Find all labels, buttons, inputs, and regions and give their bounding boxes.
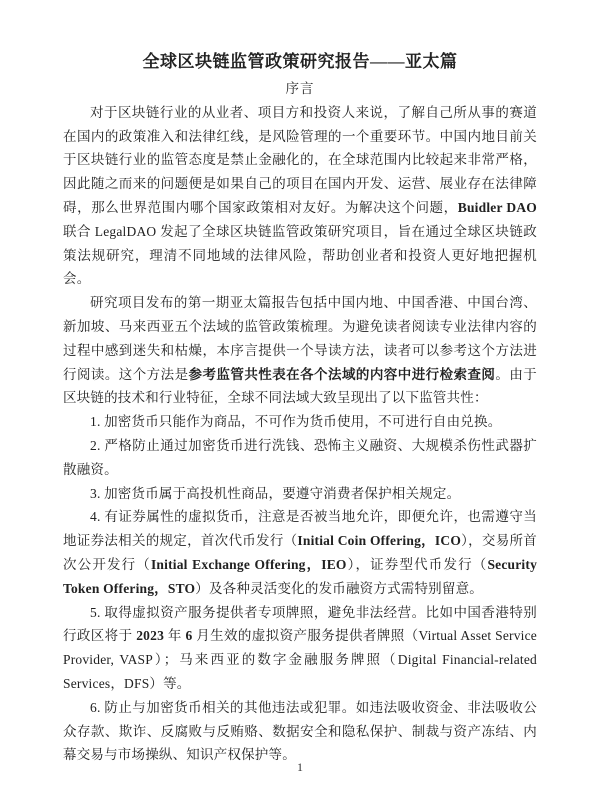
- list-item-1: [63, 410, 537, 434]
- paragraph-reading-guide: [63, 291, 537, 410]
- page-number: 1: [297, 760, 303, 774]
- section-heading-preface: 序言: [285, 81, 315, 96]
- bold-keyword-reading-method: 参考监管共性表在各个法域的内容中进行检索查阅: [188, 366, 496, 382]
- text-segment: 6. 防止与加密货币相关的其他违法或犯罪。如违法吸收资金、非法吸收公众存款、欺诈、反腐败与反贿赂、数据安全和隐私保护、制裁与资产冻结、内幕交易与市场操纵、知识产权保护等。: [63, 699, 537, 763]
- bold-keyword-ico: Initial Coin Offering，ICO: [297, 533, 462, 549]
- list-item-6: [63, 696, 537, 767]
- paragraph-intro: [63, 101, 537, 291]
- text-segment: ），交易所首次公开发行（: [63, 533, 537, 572]
- text-segment: 研究项目发布的第一期亚太篇报告包括中国内地、中国香港、中国台湾、新加坡、马来西亚五个法域的监管政策梳理。为避免读者阅读专业法律内容的过程中感到迷失和枯燥，本序言提供一个导读方法，读者可以参考这个方法进行阅读。这个方法是: [63, 295, 537, 382]
- bold-month-6: 6: [185, 628, 193, 644]
- list-item-5: [63, 601, 537, 696]
- text-segment: 5. 取得虚拟资产服务提供者专项牌照，避免非法经营。比如中国香港特别行政区将于: [63, 604, 537, 644]
- list-item-4: [63, 505, 537, 600]
- text-segment: 4. 有证券属性的虚拟货币，注意是否被当地允许，即便允许，也需遵守当地证券法相关的规定，首次代币发行（: [63, 509, 537, 549]
- bold-keyword-ieo: Initial Exchange Offering，IEO: [150, 556, 347, 572]
- bold-keyword-buidler-dao: Buidler DAO: [457, 199, 537, 215]
- bold-year-2023: 2023: [136, 628, 165, 644]
- text-segment: ）及各种灵活变化的发币融资方式需特别留意。: [195, 580, 483, 596]
- text-segment: ），证券型代币发行（: [346, 556, 488, 572]
- text-segment: 月生效的虚拟资产服务提供者牌照（Virtual Asset Service Provider, VASP）；马来西亚的数字金融服务牌照（Digital Financial-related Services，DFS）等。: [63, 628, 537, 691]
- text-segment: 年: [164, 628, 186, 644]
- text-segment: 联合 LegalDAO 发起了全球区块链监管政策研究项目，旨在通过全球区块链政策法规研究，理清不同地域的法律风险，帮助创业者和投资人更好地把握机会。: [63, 223, 537, 287]
- text-segment: 。由于区块链的技术和行业特征，全球不同法域大致呈现出了以下监管共性：: [63, 366, 537, 406]
- text-segment: 1. 加密货币只能作为商品，不可作为货币使用，不可进行自由兑换。: [90, 414, 502, 430]
- bold-keyword-sto: Security Token Offering，STO: [63, 556, 538, 596]
- text-segment: 对于区块链行业的从业者、项目方和投资人来说，了解自己所从事的赛道在国内的政策准入和法律红线，是风险管理的一个重要环节。中国内地目前关于区块链行业的监管态度是禁止金融化的，在全球范围内比较起来非常严格，因此随之而来的问题便是如果自己的项目在国内开发、运营、展业存在法律障碍，那么世界范围内哪个国家政策相对友好。为解决这个问题，: [63, 104, 537, 215]
- text-segment: 3. 加密货币属于高投机性商品，要遵守消费者保护相关规定。: [90, 485, 461, 501]
- list-item-2: [63, 434, 537, 482]
- document-title: 全球区块链监管政策研究报告——亚太篇: [142, 52, 458, 71]
- text-segment: 2. 严格防止通过加密货币进行洗钱、恐怖主义融资、大规模杀伤性武器扩散融资。: [63, 437, 537, 477]
- list-item-3: [63, 482, 537, 506]
